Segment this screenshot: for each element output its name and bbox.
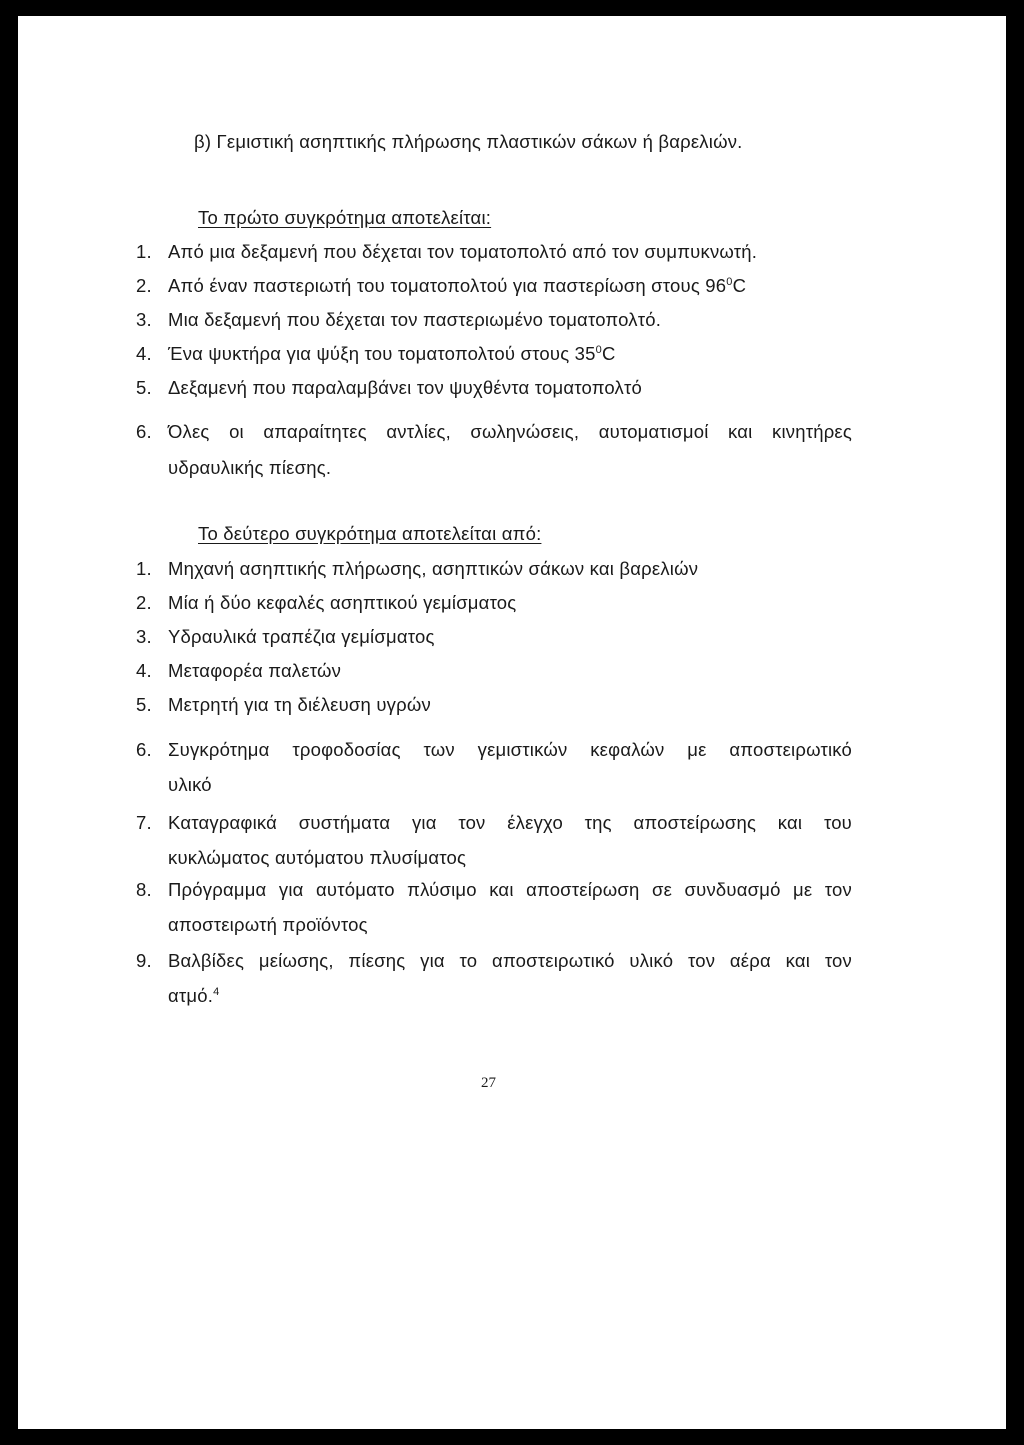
list-item-text: Από έναν παστεριωτή του τοματοπολτού για παστερίωση στους $96^0C$ — [168, 275, 747, 296]
list-item-number: 3. — [136, 309, 152, 330]
list-item-text-continuation: κυκλώματος αυτόματου πλυσίματος — [168, 847, 467, 868]
list-item-text: Πρόγραμμα για αυτόματο πλύσιμο και αποστείρωση σε συνδυασμό με τον — [168, 879, 852, 900]
list-item-text: Μεταφορέα παλετών — [168, 660, 342, 681]
list-item-number: 3. — [136, 626, 152, 647]
superscript: 0 — [726, 275, 733, 288]
list-item-number: 1. — [136, 558, 152, 579]
list-item-number: 2. — [136, 592, 152, 613]
list-item-number: 4. — [136, 343, 152, 364]
list-item-number: 7. — [136, 812, 152, 833]
list-item-number: 5. — [136, 377, 152, 398]
first-assembly-title: Το πρώτο συγκρότημα αποτελείται: — [198, 207, 492, 228]
footnote-marker: 4 — [213, 985, 220, 998]
list-item-text-continuation: υλικό — [168, 774, 212, 795]
list-item-number: 5. — [136, 694, 152, 715]
list-item-number: 9. — [136, 950, 152, 971]
list-item-text-continuation: ατμό.$^4$ — [168, 985, 220, 1006]
list-item-number: 8. — [136, 879, 152, 900]
list-item-text: Μηχανή ασηπτικής πλήρωσης, ασηπτικών σάκων και βαρελιών — [168, 558, 699, 579]
section-heading: β) Γεμιστική ασηπτικής πλήρωσης πλαστικών σάκων ή βαρελιών. — [194, 131, 743, 152]
list-item-text: Από μια δεξαμενή που δέχεται τον τοματοπολτό από τον συμπυκνωτή. — [168, 241, 758, 262]
list-item-text: Υδραυλικά τραπέζια γεμίσματος — [168, 626, 435, 647]
list-item-text: Μία ή δύο κεφαλές ασηπτικού γεμίσματος — [168, 592, 517, 613]
document-page — [18, 16, 1006, 1429]
superscript: 0 — [595, 343, 602, 356]
list-item-number: 6. — [136, 739, 152, 760]
list-item-text-continuation: υδραυλικής πίεσης. — [168, 457, 332, 478]
list-item-text: Συγκρότημα τροφοδοσίας των γεμιστικών κεφαλών με αποστειρωτικό — [168, 739, 852, 760]
list-item-text: Όλες οι απαραίτητες αντλίες, σωληνώσεις, αυτοματισμοί και κινητήρες — [168, 421, 852, 442]
list-item-number: 2. — [136, 275, 152, 296]
list-item-text: Μια δεξαμενή που δέχεται τον παστεριωμένο τοματοπολτό. — [168, 309, 662, 330]
list-item-number: 1. — [136, 241, 152, 262]
list-item-text: Δεξαμενή που παραλαμβάνει τον ψυχθέντα τοματοπολτό — [168, 377, 642, 398]
list-item-text-continuation: αποστειρωτή προϊόντος — [168, 914, 368, 935]
list-item-text: Βαλβίδες μείωσης, πίεσης για το αποστειρωτικό υλικό τον αέρα και τον — [168, 950, 852, 971]
list-item-number: 6. — [136, 421, 152, 442]
list-item-number: 4. — [136, 660, 152, 681]
list-item-text: Ένα ψυκτήρα για ψύξη του τοματοπολτού στους $35^0C$ — [168, 343, 616, 364]
list-item-text: Μετρητή για τη διέλευση υγρών — [168, 694, 431, 715]
page-number: 27 — [481, 1075, 496, 1091]
list-item-text: Καταγραφικά συστήματα για τον έλεγχο της αποστείρωσης και του — [168, 812, 852, 833]
second-assembly-title: Το δεύτερο συγκρότημα αποτελείται από: — [198, 523, 542, 544]
